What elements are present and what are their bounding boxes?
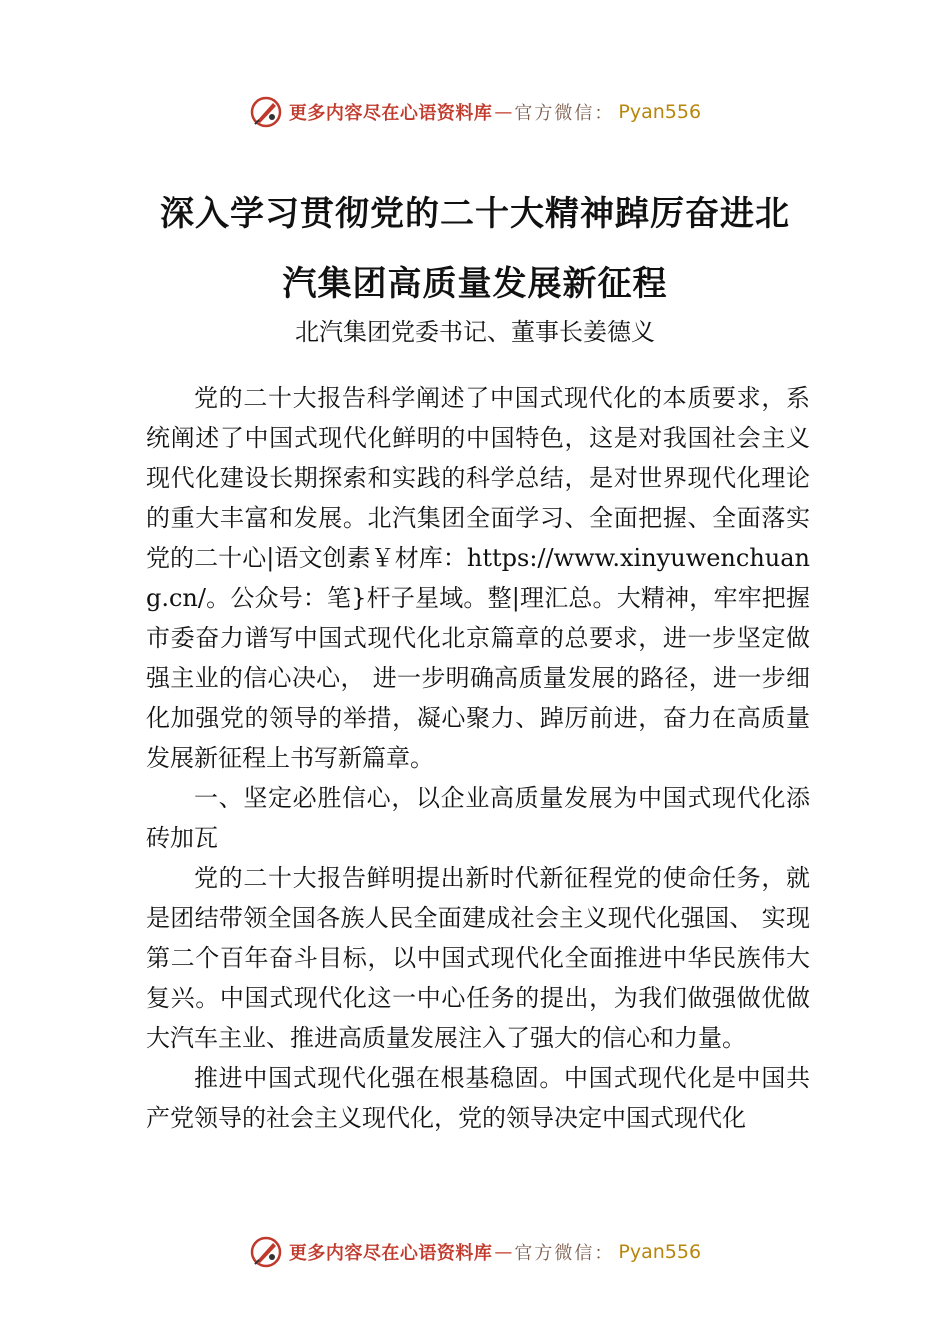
section-heading: 一、坚定必胜信心，以企业高质量发展为中国式现代化添砖加瓦 bbox=[146, 784, 810, 852]
watermark-text: 更多内容尽在心语资料库 bbox=[288, 103, 493, 124]
document-title-line2: 汽集团高质量发展新征程 bbox=[282, 264, 668, 304]
watermark-separator: — bbox=[494, 101, 513, 123]
document-title-line1: 深入学习贯彻党的二十大精神踔厉奋进北 bbox=[160, 194, 790, 234]
header-watermark bbox=[0, 92, 950, 132]
watermark-label: 官方微信： bbox=[514, 1243, 615, 1264]
quill-logo-icon bbox=[249, 1235, 283, 1269]
watermark-wechat-id: Pyan556 bbox=[618, 1241, 702, 1263]
body-paragraph: 推进中国式现代化强在根基稳固。中国式现代化是中国共产党领导的社会主义现代化，党的领导决定中国式现代化 bbox=[146, 1064, 810, 1132]
document-byline: 北汽集团党委书记、董事长姜德义 bbox=[295, 318, 655, 346]
watermark-separator: — bbox=[494, 1241, 513, 1263]
body-paragraph: 党的二十大报告鲜明提出新时代新征程党的使命任务，就是团结带领全国各族人民全面建成社会主义现代化强国、 实现第二个百年奋斗目标，以中国式现代化全面推进中华民族伟大复兴。中国式现代化这一中心任务的提出，为我们做强做优做大汽车主业、推进高质量发展注入了强大的信心和力量。 bbox=[146, 864, 810, 1052]
watermark-wechat-id: Pyan556 bbox=[618, 101, 702, 123]
footer-watermark bbox=[0, 1232, 950, 1272]
quill-logo-icon bbox=[249, 95, 283, 129]
document-body bbox=[146, 378, 810, 1138]
watermark-text: 更多内容尽在心语资料库 bbox=[288, 1243, 493, 1264]
body-paragraph: 党的二十大报告科学阐述了中国式现代化的本质要求，系统阐述了中国式现代化鲜明的中国特色，这是对我国社会主义现代化建设长期探索和实践的科学总结，是对世界现代化理论的重大丰富和发展。北汽集团全面学习、全面把握、全面落实党的二十心|语文创素￥材库：https://www.xinyuwenchuang.cn/。公众号：笔}杆子星域。整|理汇总。大精神，牢牢把握市委奋力谱写中国式现代化北京篇章的总要求，进一步坚定做强主业的信心决心， 进一步明确高质量发展的路径，进一步细化加强党的领导的举措，凝心聚力、踔厉前进，奋力在高质量发展新征程上书写新篇章。 bbox=[146, 384, 810, 772]
watermark-label: 官方微信： bbox=[514, 103, 615, 124]
